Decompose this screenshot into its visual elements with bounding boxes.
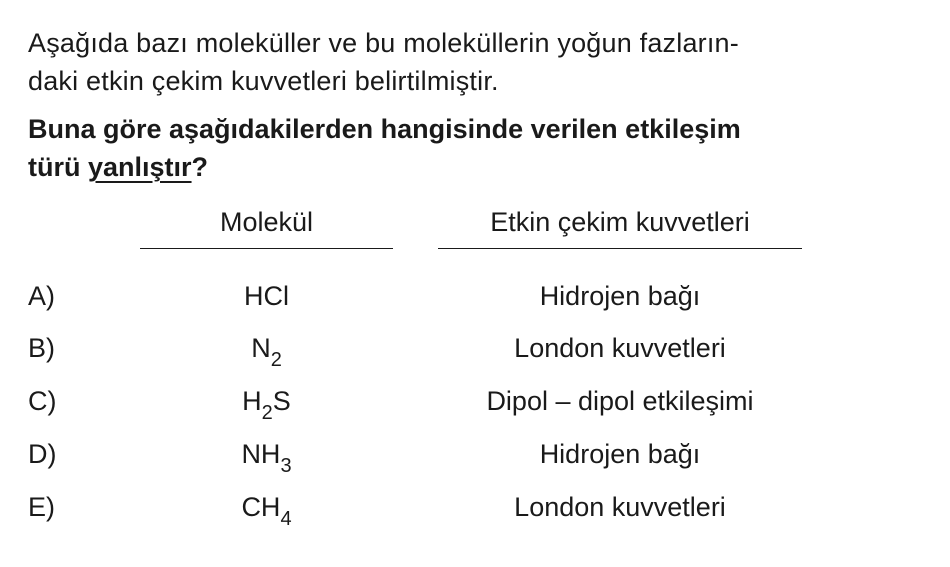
option-row-c[interactable] xyxy=(0,381,950,424)
intro-text xyxy=(28,24,928,100)
option-row-e[interactable] xyxy=(0,487,950,530)
formula-base: NH xyxy=(241,439,281,469)
attraction-force: London kuvvetleri xyxy=(514,492,726,522)
force-column-header: Etkin çekim kuvvetleri xyxy=(490,207,750,237)
attraction-force: Hidrojen bağı xyxy=(539,281,701,311)
molecule-formula xyxy=(140,487,393,530)
option-letter: D) xyxy=(28,439,57,469)
force-header-divider xyxy=(438,248,802,249)
molecule-formula xyxy=(140,381,393,424)
option-row-d[interactable] xyxy=(0,434,950,477)
formula-subscript: 2 xyxy=(261,402,273,424)
formula-subscript: 3 xyxy=(280,455,292,477)
formula-base: CH xyxy=(241,492,281,522)
formula-tail: S xyxy=(272,386,291,416)
molecule-formula xyxy=(140,328,393,371)
question-line-1: Buna göre aşağıdakilerden hangisinde verilen etkileşim xyxy=(28,114,741,144)
attraction-force: Hidrojen bağı xyxy=(539,439,701,469)
question-line-2 xyxy=(28,148,928,186)
question-prefix: türü xyxy=(28,152,88,182)
option-row-a[interactable] xyxy=(0,276,950,316)
formula-subscript: 2 xyxy=(270,349,282,371)
formula-subscript: 4 xyxy=(280,508,292,530)
option-letter: E) xyxy=(28,492,55,522)
formula-base: N xyxy=(251,333,271,363)
attraction-force: London kuvvetleri xyxy=(514,333,726,363)
formula-base: HCl xyxy=(244,281,289,311)
molecule-header-divider xyxy=(140,248,393,249)
option-letter: B) xyxy=(28,333,55,363)
option-row-b[interactable] xyxy=(0,328,950,371)
intro-line-2: daki etkin çekim kuvvetleri belirtilmiştir. xyxy=(28,66,499,96)
attraction-force: Dipol – dipol etkileşimi xyxy=(486,386,754,416)
molecule-formula xyxy=(140,276,393,316)
option-letter: A) xyxy=(28,281,55,311)
intro-line-1: Aşağıda bazı moleküller ve bu moleküllerin yoğun fazların- xyxy=(28,28,739,58)
question-text xyxy=(28,110,928,186)
molecule-formula xyxy=(140,434,393,477)
molecule-column-header: Molekül xyxy=(219,207,314,237)
question-emphasis: yanlıştır xyxy=(88,152,192,182)
question-mark: ? xyxy=(191,152,209,182)
option-letter: C) xyxy=(28,386,57,416)
formula-base: H xyxy=(242,386,262,416)
